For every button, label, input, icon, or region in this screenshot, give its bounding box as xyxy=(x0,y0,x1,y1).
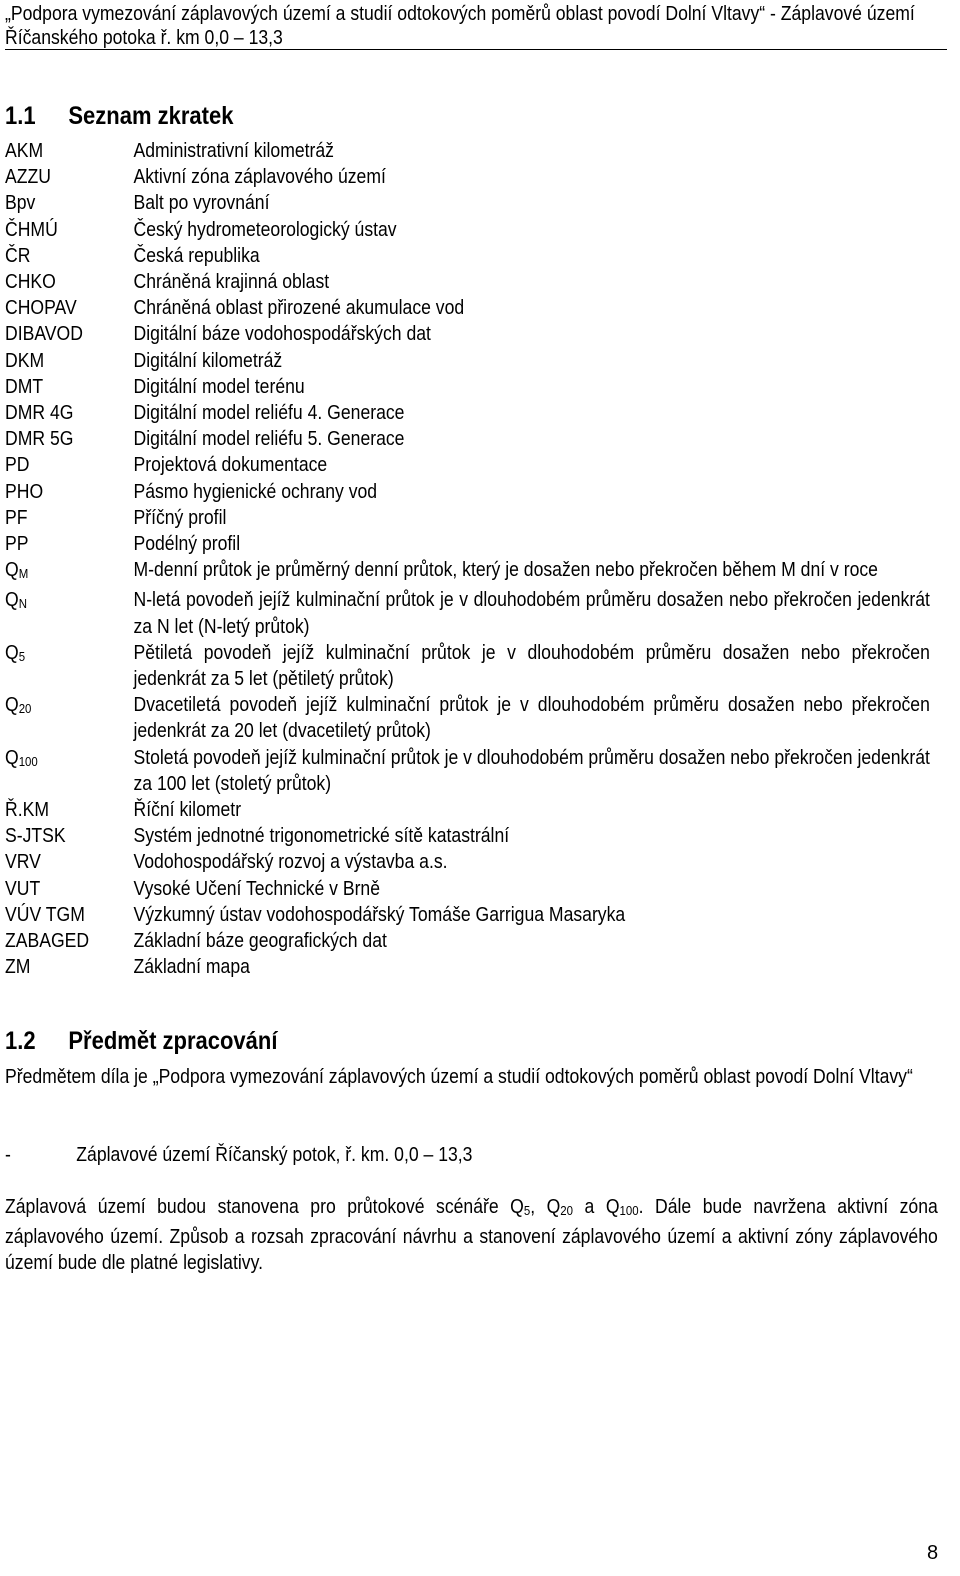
abbreviation-code xyxy=(5,557,133,587)
section-heading-subject xyxy=(5,1026,277,1056)
subscript: 20 xyxy=(560,1203,574,1218)
scenario-text: Záplavová území budou stanovena pro průtokové scénáře Q xyxy=(5,1196,524,1218)
abbreviation-code-text: ZABAGED xyxy=(5,930,90,953)
abbreviation-definition: Dvacetiletá povodeň jejíž kulminační průtok je v dlouhodobém průměru dosažen nebo překročen jedenkrát za 20 let (dvacetiletý průtok) xyxy=(133,694,930,743)
abbreviation-code-text: CHKO xyxy=(5,271,56,294)
abbreviation-definition: Český hydrometeorologický ústav xyxy=(133,218,397,241)
abbreviation-code xyxy=(5,452,133,478)
bullet-item xyxy=(5,1142,472,1168)
abbreviation-code xyxy=(5,269,133,295)
abbreviation-code-text: S-JTSK xyxy=(5,825,66,848)
abbreviation-row xyxy=(5,479,938,505)
abbreviation-row xyxy=(5,849,938,875)
abbreviation-definition: Říční kilometr xyxy=(133,799,242,822)
abbreviation-code-text: DMT xyxy=(5,375,44,398)
abbreviation-code-text: ČHMÚ xyxy=(5,218,58,241)
abbreviation-code-text: DMR 5G xyxy=(5,428,74,451)
abbreviation-code xyxy=(5,374,133,400)
scenario-text: , Q xyxy=(530,1196,561,1218)
abbreviation-code xyxy=(5,217,133,243)
abbreviation-code-text: Bpv xyxy=(5,192,36,215)
abbreviation-code xyxy=(5,138,133,164)
scenario-paragraph xyxy=(5,1194,938,1277)
abbreviation-code xyxy=(5,587,133,639)
abbreviation-code xyxy=(5,164,133,190)
abbreviation-row xyxy=(5,531,938,557)
abbreviation-definition: N-letá povodeň jejíž kulminační průtok je v dlouhodobém průměru dosažen nebo překročen jedenkrát za N let (N-letý průtok) xyxy=(133,589,930,638)
abbreviation-code xyxy=(5,902,133,928)
abbreviation-row xyxy=(5,452,938,478)
subscript: 5 xyxy=(523,1203,531,1218)
abbreviation-definition: Administrativní kilometráž xyxy=(133,140,334,162)
abbreviation-code xyxy=(5,531,133,557)
abbreviation-code xyxy=(5,954,133,980)
abbreviation-code-text: PF xyxy=(5,506,28,529)
abbreviation-row xyxy=(5,902,938,928)
abbreviation-row xyxy=(5,138,938,164)
abbreviation-row xyxy=(5,505,938,531)
abbreviation-definition: Stoletá povodeň jejíž kulminační průtok je v dlouhodobém průměru dosažen nebo překročen jedenkrát za 100 let (stoletý průtok) xyxy=(133,746,930,795)
abbreviation-code xyxy=(5,692,133,744)
scenario-text: a Q xyxy=(573,1196,620,1218)
section-number: 1.2 xyxy=(5,1027,36,1055)
abbreviation-definition: Výzkumný ústav vodohospodářský Tomáše Garrigua Masaryka xyxy=(133,903,626,926)
abbreviation-definition: Balt po vyrovnání xyxy=(133,192,270,215)
abbreviation-row xyxy=(5,217,938,243)
abbreviation-row xyxy=(5,269,938,295)
abbreviation-code xyxy=(5,876,133,902)
scenario-text: . Dále bude navržena aktivní zóna záplavového území. Způsob a rozsah zpracování návrhu a stanovení záplavového území a aktivní zóny záplavového území bude dle platné legislativy. xyxy=(5,1196,938,1275)
abbreviation-code xyxy=(5,426,133,452)
abbreviation-code-subscript: N xyxy=(18,596,27,612)
abbreviation-definition: Digitální model terénu xyxy=(133,375,305,398)
abbreviation-row xyxy=(5,823,938,849)
abbreviation-definition: M-denní průtok je průměrný denní průtok, který je dosažen nebo překročen během M dní v roce xyxy=(133,559,878,582)
abbreviation-definition: Aktivní zóna záplavového území xyxy=(133,166,386,189)
abbreviation-code-text: DMR 4G xyxy=(5,402,74,425)
abbreviation-row xyxy=(5,190,938,216)
abbreviation-code xyxy=(5,321,133,347)
abbreviation-row xyxy=(5,348,938,374)
abbreviation-code-text: AKM xyxy=(5,140,44,162)
abbreviation-row xyxy=(5,876,938,902)
abbreviation-definition: Pásmo hygienické ochrany vod xyxy=(133,480,378,503)
subject-intro-paragraph: Předmětem díla je „Podpora vymezování záplavových území a studií odtokových poměrů oblast povodí Dolní Vltavy“ xyxy=(5,1066,913,1088)
abbreviation-row xyxy=(5,164,938,190)
abbreviation-definition: Základní báze geografických dat xyxy=(133,930,387,953)
abbreviation-code xyxy=(5,640,133,692)
abbreviation-definition: Vodohospodářský rozvoj a výstavba a.s. xyxy=(133,851,448,874)
section-number: 1.1 xyxy=(5,102,36,130)
abbreviation-code xyxy=(5,243,133,269)
abbreviation-code xyxy=(5,928,133,954)
bullet-text: Záplavové území Říčanský potok, ř. km. 0,0 – 13,3 xyxy=(76,1144,473,1166)
abbreviation-row xyxy=(5,692,938,744)
abbreviation-code-text: VÚV TGM xyxy=(5,903,85,926)
abbreviation-code-text: AZZU xyxy=(5,166,51,189)
abbreviation-definition: Digitální kilometráž xyxy=(133,349,283,372)
abbreviation-code xyxy=(5,479,133,505)
abbreviation-code xyxy=(5,400,133,426)
abbreviation-code-text: Q xyxy=(5,559,19,582)
subscript: 100 xyxy=(619,1203,639,1218)
abbreviation-definition: Chráněná oblast přirozené akumulace vod xyxy=(133,297,465,320)
abbreviation-definition: Chráněná krajinná oblast xyxy=(133,271,330,294)
abbreviation-definition: Vysoké Učení Technické v Brně xyxy=(133,877,381,900)
abbreviation-row xyxy=(5,797,938,823)
abbreviation-code-subscript: 5 xyxy=(18,648,26,664)
abbreviation-row xyxy=(5,928,938,954)
abbreviation-code xyxy=(5,797,133,823)
abbreviation-row xyxy=(5,557,938,587)
abbreviation-code-text: PD xyxy=(5,454,30,477)
abbreviation-code-text: Q xyxy=(5,694,19,717)
abbreviation-code-text: ZM xyxy=(5,956,31,979)
abbreviation-code-text: Q xyxy=(5,746,19,769)
abbreviation-code-text: VUT xyxy=(5,877,41,900)
abbreviation-code xyxy=(5,849,133,875)
abbreviation-code-subscript: M xyxy=(18,566,29,582)
abbreviation-row xyxy=(5,321,938,347)
abbreviation-code-text: PP xyxy=(5,533,29,556)
abbreviation-definition: Základní mapa xyxy=(133,956,250,979)
abbreviation-definition: Digitální model reliéfu 4. Generace xyxy=(133,402,405,425)
section-title: Seznam zkratek xyxy=(68,102,234,130)
abbreviation-code-text: DIBAVOD xyxy=(5,323,83,346)
abbreviation-code xyxy=(5,745,133,797)
abbreviation-definition: Projektová dokumentace xyxy=(133,454,328,477)
abbreviation-definition: Digitální báze vodohospodářských dat xyxy=(133,323,431,346)
abbreviation-definition: Systém jednotné trigonometrické sítě katastrální xyxy=(133,825,510,848)
abbreviation-list xyxy=(5,138,938,981)
abbreviation-code-text: DKM xyxy=(5,349,45,372)
abbreviation-code xyxy=(5,295,133,321)
abbreviation-code-text: ČR xyxy=(5,244,31,267)
abbreviation-row xyxy=(5,400,938,426)
abbreviation-code xyxy=(5,823,133,849)
page-header-title: „Podpora vymezování záplavových území a studií odtokových poměrů oblast povodí Dolní Vltavy“ - Záplavové území Říčanského potoka ř. km 0,0 – 13,3 xyxy=(5,3,915,49)
abbreviation-code xyxy=(5,505,133,531)
abbreviation-row xyxy=(5,426,938,452)
abbreviation-row xyxy=(5,374,938,400)
abbreviation-definition: Pětiletá povodeň jejíž kulminační průtok je v dlouhodobém průměru dosažen nebo překročen jedenkrát za 5 let (pětiletý průtok) xyxy=(133,641,930,691)
header-divider xyxy=(5,49,947,50)
abbreviation-code-text: Ř.KM xyxy=(5,799,49,822)
abbreviation-row xyxy=(5,295,938,321)
abbreviation-row xyxy=(5,587,938,639)
abbreviation-row xyxy=(5,243,938,269)
abbreviation-definition: Podélný profil xyxy=(133,533,241,556)
abbreviation-row xyxy=(5,954,938,980)
abbreviation-row xyxy=(5,745,938,797)
abbreviation-code xyxy=(5,190,133,216)
page-number: 8 xyxy=(927,1542,939,1564)
abbreviation-code xyxy=(5,348,133,374)
abbreviation-code-text: PHO xyxy=(5,480,44,503)
bullet-dash: - xyxy=(5,1144,11,1166)
abbreviation-code-text: VRV xyxy=(5,851,41,874)
abbreviation-row xyxy=(5,640,938,692)
abbreviation-code-text: Q xyxy=(5,641,19,664)
abbreviation-code-subscript: 20 xyxy=(18,701,32,717)
section-title: Předmět zpracování xyxy=(68,1027,278,1055)
abbreviation-definition: Příčný profil xyxy=(133,506,227,529)
abbreviation-code-subscript: 100 xyxy=(18,753,38,769)
abbreviation-definition: Digitální model reliéfu 5. Generace xyxy=(133,428,405,451)
abbreviation-code-text: Q xyxy=(5,589,19,612)
section-heading-abbreviations xyxy=(5,101,233,131)
abbreviation-definition: Česká republika xyxy=(133,244,260,267)
abbreviation-code-text: CHOPAV xyxy=(5,297,77,320)
